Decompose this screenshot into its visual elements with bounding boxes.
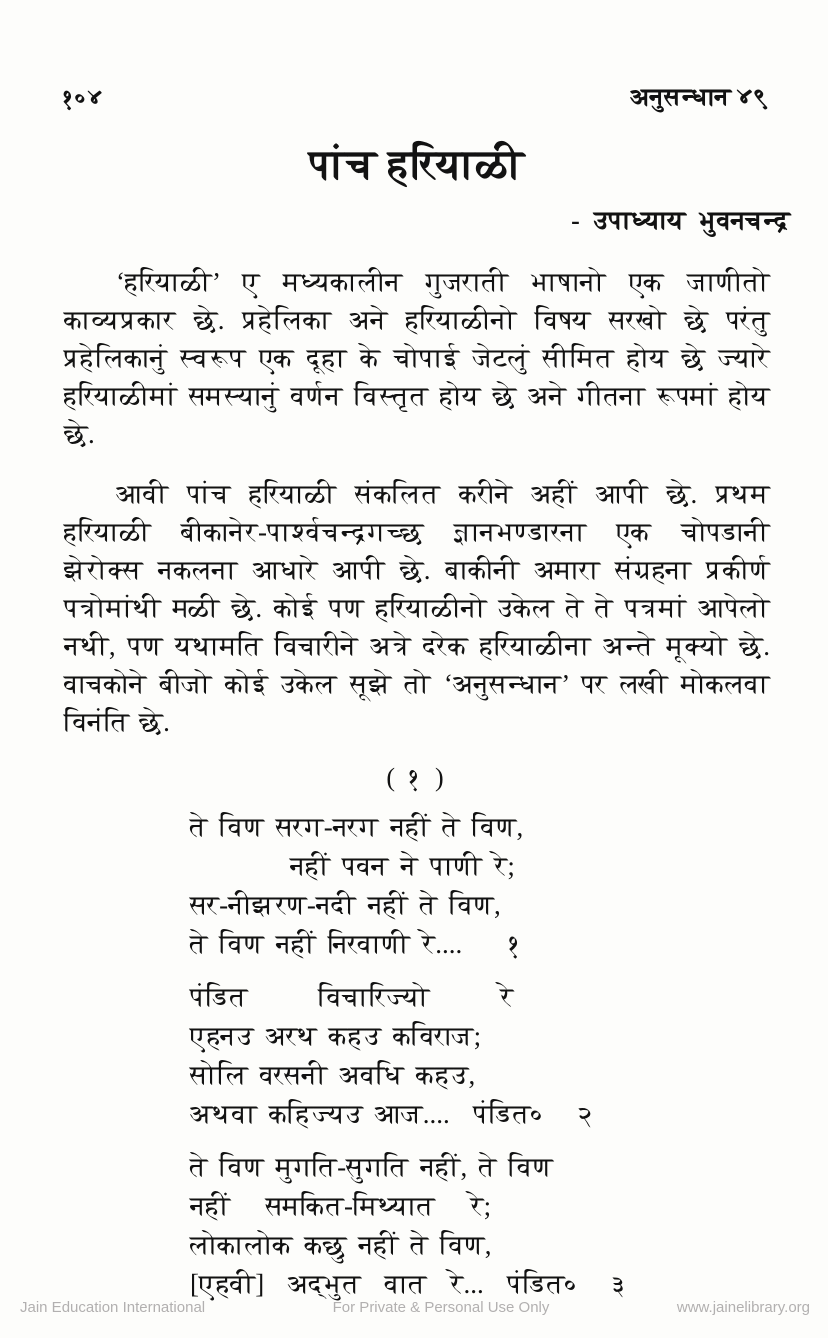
verse-line: पंडित विचारिज्यो रे xyxy=(190,982,514,1012)
stanza-2 xyxy=(190,978,770,1134)
stanza-3 xyxy=(190,1148,770,1304)
journal-issue-title: अनुसन्धान ४९ xyxy=(630,84,770,111)
article-title: पांच हरियाळी xyxy=(309,141,525,187)
author-byline: - उपाध्याय भुवनचन्द्र xyxy=(571,206,790,235)
verse-line: ते विण नहीं निरवाणी रे.... १ xyxy=(190,929,521,959)
intro-paragraph-1: ‘हरियाळी’ ए मध्यकालीन गुजराती भाषानो एक जाणीतो काव्यप्रकार छे. प्रहेलिका अने हरियाळीनो विषय सरखो छे परंतु प्रहेलिकानुं स्वरूप एक दूहा के चोपाई जेटलुं सीमित होय छे ज्यारे हरियाळीमां समस्यानुं वर्णन विस्तृत होय छे अने गीतना रूपमां होय छे. xyxy=(64,267,770,449)
verse-block xyxy=(190,808,770,1304)
verse-line: [एहवी] अद्भुत वात रे... पंडित० ३ xyxy=(190,1269,627,1299)
verse-line: एहनउ अरथ कहउ कविराज; xyxy=(190,1021,482,1051)
footer-website: www.jainelibrary.org xyxy=(676,1299,810,1316)
verse-line: सोलि वरसनी अवधि कहउ, xyxy=(190,1060,476,1090)
verse-line: सर-नीझरण-नदी नहीं ते विण, xyxy=(190,890,501,920)
footer-publisher: Jain Education International xyxy=(20,1299,206,1316)
running-head xyxy=(64,84,770,112)
stanza-1 xyxy=(190,808,770,964)
verse-line: ते विण सरग-नरग नहीं ते विण, xyxy=(190,812,524,842)
intro-paragraph-2: आवी पांच हरियाळी संकलित करीने अहीं आपी छे. प्रथम हरियाळी बीकानेर-पार्श्वचन्द्रगच्छ ज्ञानभण्डारना एक चोपडानी झेरोक्स नकलना आधारे आपी छे. बाकीनी अमारा संग्रहना प्रकीर्ण पत्रोमांथी मळी छे. कोई पण हरियाळीनो उकेल ते ते पत्रमां आपेलो नथी, पण यथामति विचारीने अत्रे दरेक हरियाळीना अन्ते मूक्यो छे. वाचकोने बीजो कोई उकेल सूझे तो ‘अनुसन्धान’ पर लखी मोकलवा विनंति छे. xyxy=(64,479,770,737)
verse-line: नहीं पवन ने पाणी रे; xyxy=(290,851,515,881)
footer-usage-notice: For Private & Personal Use Only xyxy=(332,1299,550,1316)
page-number: १०४ xyxy=(64,85,107,110)
verse-line: अथवा कहिज्यउ आज.... पंडित० २ xyxy=(190,1099,594,1129)
verse-section-number: ( १ ) xyxy=(386,763,448,792)
verse-line: लोकालोक कछु नहीं ते विण, xyxy=(190,1230,492,1260)
verse-line: नहीं समकित-मिथ्यात रे; xyxy=(190,1191,492,1221)
scan-footer xyxy=(0,1299,828,1316)
verse-line: ते विण मुगति-सुगति नहीं, ते विण xyxy=(190,1152,554,1182)
